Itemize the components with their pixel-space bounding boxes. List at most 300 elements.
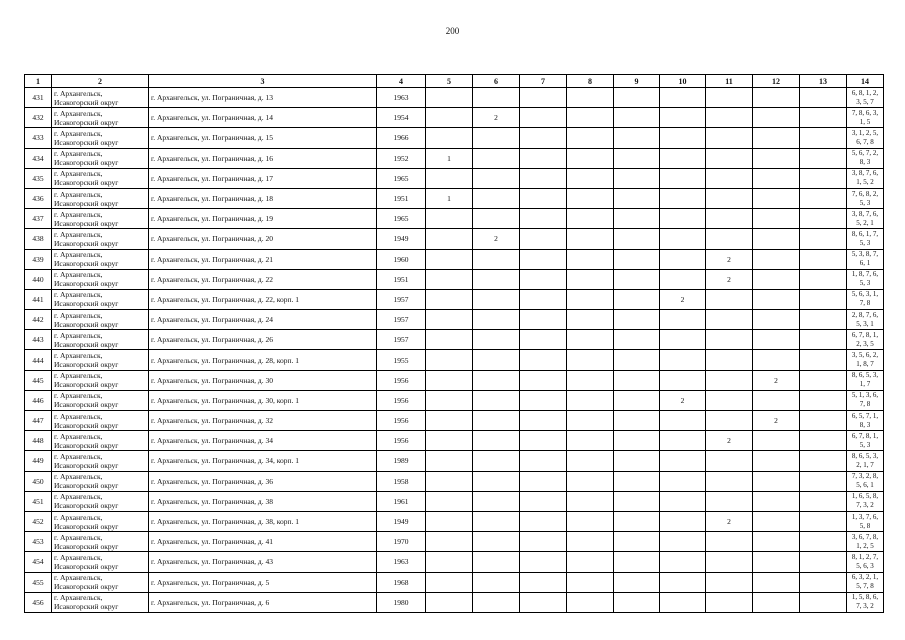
col8-cell	[567, 370, 614, 390]
col9-cell	[614, 592, 660, 612]
col8-cell	[567, 350, 614, 370]
city-label: г. Архангельск,	[54, 391, 103, 401]
col10-cell	[660, 511, 706, 531]
col11-cell	[706, 350, 753, 370]
col12-cell	[753, 310, 800, 330]
table-row	[25, 411, 884, 431]
col10-cell	[660, 188, 706, 208]
col9-cell	[614, 552, 660, 572]
city-label: г. Архангельск,	[54, 351, 103, 361]
district-label: Исакогорский округ	[54, 299, 119, 309]
col7-cell	[520, 572, 567, 592]
col6-cell	[473, 390, 520, 410]
col7-cell	[520, 431, 567, 451]
city-label: г. Архангельск,	[54, 149, 103, 159]
col13-cell	[800, 411, 847, 431]
col7-cell	[520, 330, 567, 350]
col6-cell	[473, 188, 520, 208]
year-cell: 1957	[377, 330, 426, 350]
district-label: Исакогорский округ	[54, 97, 119, 107]
district-cell	[52, 390, 149, 410]
table-row	[25, 269, 884, 289]
district-label: Исакогорский округ	[54, 137, 119, 147]
row-number: 439	[25, 249, 52, 269]
col12-cell	[753, 471, 800, 491]
row-number: 446	[25, 390, 52, 410]
year-cell: 1966	[377, 128, 426, 148]
col11-cell	[706, 168, 753, 188]
col10-cell	[660, 572, 706, 592]
col10-cell	[660, 451, 706, 471]
address-cell: г. Архангельск, ул. Пограничная, д. 18	[149, 188, 377, 208]
col9-cell	[614, 511, 660, 531]
district-label: Исакогорский округ	[54, 218, 119, 228]
col13-cell	[800, 491, 847, 511]
district-cell	[52, 88, 149, 108]
district-label: Исакогорский округ	[54, 501, 119, 511]
year-cell: 1965	[377, 209, 426, 229]
col12-cell	[753, 572, 800, 592]
col9-cell	[614, 88, 660, 108]
col8-cell	[567, 431, 614, 451]
table-row	[25, 229, 884, 249]
district-label: Исакогорский округ	[54, 279, 119, 289]
year-cell: 1960	[377, 249, 426, 269]
col11-cell	[706, 552, 753, 572]
city-label: г. Архангельск,	[54, 88, 103, 98]
col5-cell	[426, 431, 473, 451]
col10-cell	[660, 532, 706, 552]
year-cell: 1956	[377, 390, 426, 410]
col13-cell	[800, 350, 847, 370]
col5-cell	[426, 310, 473, 330]
col11-cell	[706, 451, 753, 471]
col12-cell	[753, 269, 800, 289]
table-row	[25, 390, 884, 410]
table-row	[25, 289, 884, 309]
year-cell: 1970	[377, 532, 426, 552]
col12-cell	[753, 148, 800, 168]
col9-cell	[614, 269, 660, 289]
sequence-cell: 3, 1, 2, 5, 6, 7, 8	[847, 128, 884, 148]
col5-cell	[426, 289, 473, 309]
col5-cell	[426, 88, 473, 108]
address-cell: г. Архангельск, ул. Пограничная, д. 16	[149, 148, 377, 168]
city-label: г. Архангельск,	[54, 451, 103, 461]
district-cell	[52, 188, 149, 208]
table-row	[25, 148, 884, 168]
sequence-cell: 8, 6, 1, 7, 5, 3	[847, 229, 884, 249]
year-cell: 1963	[377, 88, 426, 108]
table-body	[25, 88, 884, 613]
address-cell: г. Архангельск, ул. Пограничная, д. 34, корп. 1	[149, 451, 377, 471]
column-header: 9	[614, 75, 660, 88]
col9-cell	[614, 532, 660, 552]
col9-cell	[614, 188, 660, 208]
year-cell: 1989	[377, 451, 426, 471]
sequence-cell: 5, 6, 7, 2, 8, 3	[847, 148, 884, 168]
col6-cell	[473, 269, 520, 289]
col8-cell	[567, 411, 614, 431]
col13-cell	[800, 511, 847, 531]
col12-cell	[753, 592, 800, 612]
col9-cell	[614, 350, 660, 370]
col11-cell: 2	[706, 511, 753, 531]
col5-cell: 1	[426, 188, 473, 208]
district-label: Исакогорский округ	[54, 561, 119, 571]
col10-cell: 2	[660, 289, 706, 309]
row-number: 450	[25, 471, 52, 491]
col13-cell	[800, 390, 847, 410]
sequence-cell: 8, 6, 5, 3, 1, 7	[847, 370, 884, 390]
col11-cell	[706, 491, 753, 511]
col12-cell	[753, 390, 800, 410]
sequence-cell: 3, 5, 6, 2, 1, 8, 7	[847, 350, 884, 370]
col12-cell	[753, 451, 800, 471]
col6-cell	[473, 552, 520, 572]
col7-cell	[520, 249, 567, 269]
col6-cell	[473, 310, 520, 330]
city-label: г. Архангельск,	[54, 330, 103, 340]
district-cell	[52, 592, 149, 612]
col9-cell	[614, 330, 660, 350]
col12-cell	[753, 330, 800, 350]
row-number: 454	[25, 552, 52, 572]
address-cell: г. Архангельск, ул. Пограничная, д. 30, корп. 1	[149, 390, 377, 410]
sequence-cell: 1, 5, 8, 6, 7, 3, 2	[847, 592, 884, 612]
district-label: Исакогорский округ	[54, 178, 119, 188]
col11-cell	[706, 471, 753, 491]
col13-cell	[800, 431, 847, 451]
row-number: 441	[25, 289, 52, 309]
district-cell	[52, 310, 149, 330]
col13-cell	[800, 592, 847, 612]
city-label: г. Архангельск,	[54, 371, 103, 381]
col8-cell	[567, 592, 614, 612]
district-label: Исакогорский округ	[54, 339, 119, 349]
col8-cell	[567, 108, 614, 128]
col9-cell	[614, 229, 660, 249]
col9-cell	[614, 491, 660, 511]
col12-cell	[753, 552, 800, 572]
address-cell: г. Архангельск, ул. Пограничная, д. 24	[149, 310, 377, 330]
district-cell	[52, 552, 149, 572]
col12-cell	[753, 289, 800, 309]
col13-cell	[800, 269, 847, 289]
year-cell: 1963	[377, 552, 426, 572]
table-row	[25, 572, 884, 592]
year-cell: 1958	[377, 471, 426, 491]
col7-cell	[520, 552, 567, 572]
row-number: 443	[25, 330, 52, 350]
row-number: 437	[25, 209, 52, 229]
column-header: 11	[706, 75, 753, 88]
col5-cell	[426, 592, 473, 612]
col13-cell	[800, 88, 847, 108]
col9-cell	[614, 249, 660, 269]
col13-cell	[800, 108, 847, 128]
col9-cell	[614, 128, 660, 148]
city-label: г. Архангельск,	[54, 431, 103, 441]
col7-cell	[520, 148, 567, 168]
row-number: 435	[25, 168, 52, 188]
col13-cell	[800, 289, 847, 309]
col10-cell	[660, 209, 706, 229]
col8-cell	[567, 209, 614, 229]
district-label: Исакогорский округ	[54, 460, 119, 470]
col13-cell	[800, 168, 847, 188]
year-cell: 1965	[377, 168, 426, 188]
col6-cell	[473, 471, 520, 491]
col11-cell	[706, 310, 753, 330]
col11-cell	[706, 532, 753, 552]
col6-cell	[473, 148, 520, 168]
district-cell	[52, 451, 149, 471]
col11-cell	[706, 411, 753, 431]
col13-cell	[800, 532, 847, 552]
col5-cell	[426, 370, 473, 390]
column-header: 10	[660, 75, 706, 88]
col7-cell	[520, 88, 567, 108]
col7-cell	[520, 511, 567, 531]
city-label: г. Архангельск,	[54, 310, 103, 320]
sequence-cell: 5, 6, 3, 1, 7, 8	[847, 289, 884, 309]
col5-cell	[426, 552, 473, 572]
sequence-cell: 6, 5, 7, 1, 8, 3	[847, 411, 884, 431]
col6-cell	[473, 370, 520, 390]
address-cell: г. Архангельск, ул. Пограничная, д. 20	[149, 229, 377, 249]
year-cell: 1955	[377, 350, 426, 370]
col7-cell	[520, 350, 567, 370]
sequence-cell: 8, 6, 5, 3, 2, 1, 7	[847, 451, 884, 471]
city-label: г. Архангельск,	[54, 108, 103, 118]
district-cell	[52, 350, 149, 370]
city-label: г. Архангельск,	[54, 552, 103, 562]
sequence-cell: 3, 8, 7, 6, 1, 5, 2	[847, 168, 884, 188]
col10-cell	[660, 128, 706, 148]
col9-cell	[614, 148, 660, 168]
address-cell: г. Архангельск, ул. Пограничная, д. 17	[149, 168, 377, 188]
year-cell: 1954	[377, 108, 426, 128]
row-number: 436	[25, 188, 52, 208]
sequence-cell: 8, 1, 2, 7, 5, 6, 3	[847, 552, 884, 572]
col10-cell	[660, 330, 706, 350]
year-cell: 1957	[377, 310, 426, 330]
col13-cell	[800, 188, 847, 208]
col13-cell	[800, 249, 847, 269]
col10-cell	[660, 229, 706, 249]
table-row	[25, 532, 884, 552]
col8-cell	[567, 289, 614, 309]
address-cell: г. Архангельск, ул. Пограничная, д. 38	[149, 491, 377, 511]
col9-cell	[614, 370, 660, 390]
col6-cell	[473, 431, 520, 451]
col12-cell	[753, 229, 800, 249]
col10-cell	[660, 370, 706, 390]
col7-cell	[520, 532, 567, 552]
col5-cell: 1	[426, 148, 473, 168]
col13-cell	[800, 229, 847, 249]
col10-cell	[660, 431, 706, 451]
address-cell: г. Архангельск, ул. Пограничная, д. 34	[149, 431, 377, 451]
row-number: 455	[25, 572, 52, 592]
col6-cell	[473, 572, 520, 592]
col7-cell	[520, 289, 567, 309]
city-label: г. Архангельск,	[54, 411, 103, 421]
city-label: г. Архангельск,	[54, 250, 103, 260]
sequence-cell: 5, 3, 8, 7, 6, 1	[847, 249, 884, 269]
address-cell: г. Архангельск, ул. Пограничная, д. 41	[149, 532, 377, 552]
col12-cell	[753, 249, 800, 269]
district-label: Исакогорский округ	[54, 380, 119, 390]
col11-cell: 2	[706, 269, 753, 289]
col7-cell	[520, 411, 567, 431]
sequence-cell: 2, 8, 7, 6, 5, 3, 1	[847, 310, 884, 330]
col11-cell	[706, 188, 753, 208]
city-label: г. Архангельск,	[54, 290, 103, 300]
district-cell	[52, 128, 149, 148]
col9-cell	[614, 390, 660, 410]
header-row	[25, 75, 884, 88]
col10-cell	[660, 350, 706, 370]
col8-cell	[567, 451, 614, 471]
district-label: Исакогорский округ	[54, 259, 119, 269]
col5-cell	[426, 128, 473, 148]
col11-cell	[706, 572, 753, 592]
page-number: 200	[445, 26, 460, 36]
column-header: 14	[847, 75, 884, 88]
col11-cell: 2	[706, 431, 753, 451]
table-row	[25, 552, 884, 572]
district-cell	[52, 491, 149, 511]
district-cell	[52, 249, 149, 269]
col12-cell	[753, 88, 800, 108]
col12-cell	[753, 188, 800, 208]
district-cell	[52, 168, 149, 188]
col8-cell	[567, 471, 614, 491]
district-cell	[52, 148, 149, 168]
col5-cell	[426, 390, 473, 410]
district-label: Исакогорский округ	[54, 420, 119, 430]
col6-cell	[473, 411, 520, 431]
district-label: Исакогорский округ	[54, 198, 119, 208]
col11-cell	[706, 128, 753, 148]
col5-cell	[426, 209, 473, 229]
district-label: Исакогорский округ	[54, 238, 119, 248]
col12-cell: 2	[753, 370, 800, 390]
col11-cell	[706, 370, 753, 390]
col8-cell	[567, 229, 614, 249]
col11-cell	[706, 209, 753, 229]
year-cell: 1980	[377, 592, 426, 612]
col13-cell	[800, 451, 847, 471]
col10-cell	[660, 88, 706, 108]
column-header: 6	[473, 75, 520, 88]
col8-cell	[567, 310, 614, 330]
col11-cell	[706, 330, 753, 350]
col5-cell	[426, 168, 473, 188]
col6-cell	[473, 491, 520, 511]
district-label: Исакогорский округ	[54, 481, 119, 491]
table-row	[25, 249, 884, 269]
column-header: 3	[149, 75, 377, 88]
col13-cell	[800, 471, 847, 491]
district-cell	[52, 511, 149, 531]
housing-registry-table	[24, 74, 884, 613]
city-label: г. Архангельск,	[54, 573, 103, 583]
sequence-cell: 3, 8, 7, 6, 5, 2, 1	[847, 209, 884, 229]
district-label: Исакогорский округ	[54, 158, 119, 168]
col7-cell	[520, 592, 567, 612]
col10-cell	[660, 148, 706, 168]
col11-cell	[706, 592, 753, 612]
col13-cell	[800, 370, 847, 390]
district-cell	[52, 471, 149, 491]
col7-cell	[520, 229, 567, 249]
column-header: 13	[800, 75, 847, 88]
col6-cell	[473, 451, 520, 471]
table-row	[25, 128, 884, 148]
city-label: г. Архангельск,	[54, 229, 103, 239]
city-label: г. Архангельск,	[54, 532, 103, 542]
district-cell	[52, 431, 149, 451]
city-label: г. Архангельск,	[54, 492, 103, 502]
col9-cell	[614, 108, 660, 128]
address-cell: г. Архангельск, ул. Пограничная, д. 15	[149, 128, 377, 148]
col8-cell	[567, 249, 614, 269]
city-label: г. Архангельск,	[54, 128, 103, 138]
col7-cell	[520, 310, 567, 330]
table-row	[25, 310, 884, 330]
col8-cell	[567, 168, 614, 188]
col6-cell	[473, 330, 520, 350]
row-number: 432	[25, 108, 52, 128]
column-header: 8	[567, 75, 614, 88]
row-number: 456	[25, 592, 52, 612]
col13-cell	[800, 128, 847, 148]
col8-cell	[567, 148, 614, 168]
col10-cell	[660, 552, 706, 572]
year-cell: 1957	[377, 289, 426, 309]
district-cell	[52, 572, 149, 592]
row-number: 447	[25, 411, 52, 431]
year-cell: 1951	[377, 188, 426, 208]
col7-cell	[520, 491, 567, 511]
col9-cell	[614, 431, 660, 451]
col13-cell	[800, 572, 847, 592]
col6-cell	[473, 128, 520, 148]
col5-cell	[426, 411, 473, 431]
row-number: 442	[25, 310, 52, 330]
col9-cell	[614, 310, 660, 330]
year-cell: 1951	[377, 269, 426, 289]
col5-cell	[426, 532, 473, 552]
col6-cell	[473, 289, 520, 309]
col5-cell	[426, 108, 473, 128]
address-cell: г. Архангельск, ул. Пограничная, д. 13	[149, 88, 377, 108]
table-row	[25, 209, 884, 229]
col10-cell: 2	[660, 390, 706, 410]
col12-cell: 2	[753, 411, 800, 431]
table-row	[25, 350, 884, 370]
col13-cell	[800, 330, 847, 350]
district-cell	[52, 411, 149, 431]
district-cell	[52, 229, 149, 249]
col10-cell	[660, 411, 706, 431]
row-number: 438	[25, 229, 52, 249]
address-cell: г. Архангельск, ул. Пограничная, д. 5	[149, 572, 377, 592]
row-number: 431	[25, 88, 52, 108]
